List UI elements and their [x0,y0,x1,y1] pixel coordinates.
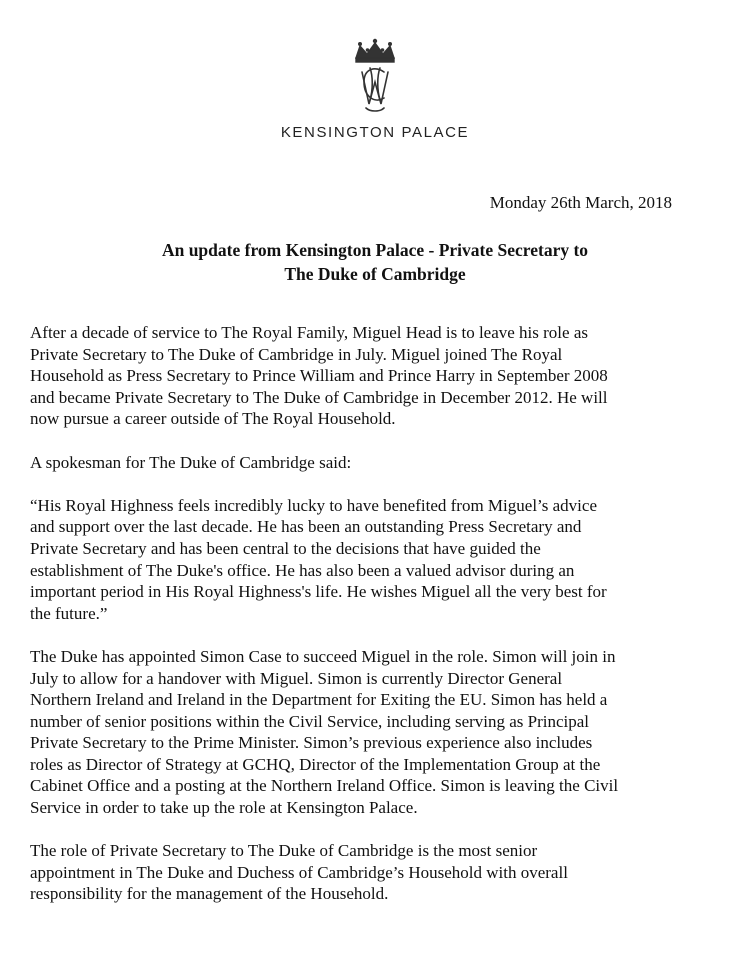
paragraph-quote: “His Royal Highness feels incredibly lucky to have benefited from Miguel’s advice and support over the last decade. He has been an outstanding Press Secretary and Private Secretary and has been central to the decisions that have guided the establishment of The Duke's office. He has also been a valued advisor during an important period in His Royal Highness's life. He wishes Miguel all the very best for the future.” [30,495,607,623]
royal-cypher-crown-icon [340,38,410,116]
statement-body [30,322,730,927]
title-line-1: An update from Kensington Palace - Private Secretary to [161,240,589,260]
document-title [0,238,750,286]
paragraph-announcement: After a decade of service to The Royal Family, Miguel Head is to leave his role as Private Secretary to The Duke of Cambridge in July. Miguel joined The Royal Household as Press Secretary to Prince William and Prince Harry in September 2008 and became Private Secretary to The Duke of Cambridge in December 2012. He will now pursue a career outside of The Royal Household. [30,323,608,429]
palace-name: KENSINGTON PALACE [280,124,470,141]
paragraph-role-description: The role of Private Secretary to The Duke of Cambridge is the most senior appointment in The Duke and Duchess of Cambridge’s Household with overall responsibility for the management of the Household. [30,841,568,904]
release-date: Monday 26th March, 2018 [489,193,672,212]
title-line-2: The Duke of Cambridge [284,264,466,284]
letterhead [0,38,750,141]
paragraph-successor: The Duke has appointed Simon Case to succeed Miguel in the role. Simon will join in July to allow for a handover with Miguel. Simon is currently Director General Northern Ireland and Ireland in the Department for Exiting the EU. Simon has held a number of senior positions within the Civil Service, including serving as Principal Private Secretary to the Prime Minister. Simon’s previous experience also includes roles as Director of Strategy at GCHQ, Director of the Implementation Group at the Cabinet Office and a posting at the Northern Ireland Office. Simon is leaving the Civil Service in order to take up the role at Kensington Palace. [30,646,619,818]
paragraph-spokesman-intro: A spokesman for The Duke of Cambridge said: [30,452,352,472]
